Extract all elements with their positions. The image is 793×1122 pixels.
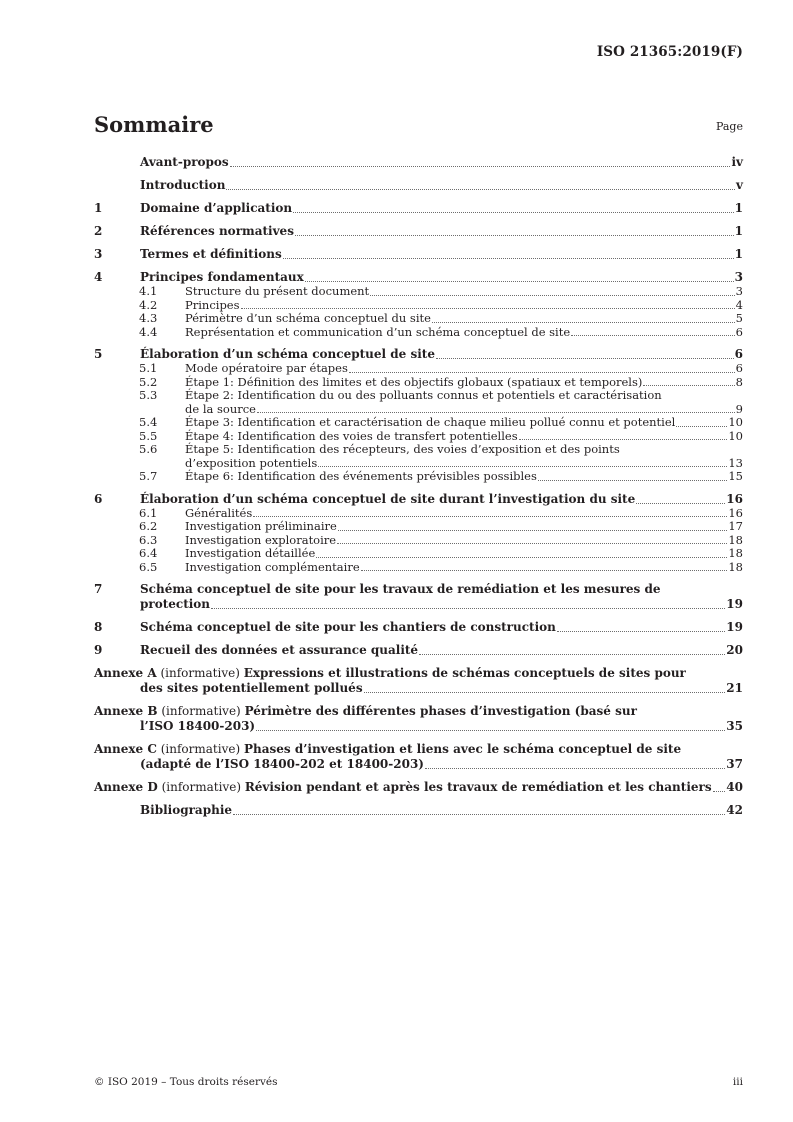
toc-entry-label: Bibliographie	[140, 803, 233, 817]
toc-entry-label: Investigation détaillée	[185, 546, 316, 560]
toc-entry[interactable]	[94, 470, 743, 484]
toc-entry-number: 6.2	[139, 519, 158, 533]
toc-entry[interactable]	[94, 520, 743, 534]
toc-entry-label-continued: protection	[140, 597, 211, 611]
annex-title: Phases d’investigation et liens avec le schéma conceptuel de site	[243, 742, 682, 756]
toc-entry-label: Termes et définitions	[140, 247, 282, 261]
toc-entry-label: Investigation exploratoire	[185, 532, 337, 547]
toc-entry-number: 4.3	[139, 311, 158, 325]
toc-entry-number: 7	[94, 582, 103, 596]
toc-entry-page: 10	[728, 415, 743, 429]
page-column-label: Page	[715, 120, 743, 133]
toc-entry-label	[94, 780, 712, 795]
toc-spacer	[94, 216, 743, 224]
annex-title: Expressions et illustrations de schémas conceptuels de sites pour	[243, 666, 686, 680]
toc-entry-label: Domaine d’application	[140, 201, 293, 215]
toc-leader-dots	[432, 322, 735, 323]
toc-entry-page: 6	[735, 361, 743, 375]
toc-leader-dots	[283, 258, 734, 259]
toc-entry-page: 8	[735, 374, 743, 389]
toc-entry[interactable]	[94, 643, 743, 658]
toc-entry-number: 9	[94, 643, 103, 657]
toc-entry-page: 4	[735, 297, 743, 312]
toc-entry-number: 4.2	[139, 297, 158, 312]
toc-entry-label	[94, 742, 681, 757]
toc-entry-number: 4.1	[139, 284, 158, 298]
toc-entry-label: Périmètre d’un schéma conceptuel du site	[185, 311, 431, 325]
document-id: ISO 21365:2019(F)	[596, 44, 743, 60]
toc-entry-number: 5.6	[139, 442, 158, 456]
toc-entry-label: Élaboration d’un schéma conceptuel de site durant l’investigation du site	[140, 491, 636, 506]
toc-leader-dots	[361, 570, 728, 571]
toc-entry-number: 5.7	[139, 469, 158, 483]
annex-note: (informative)	[156, 666, 244, 680]
toc-entry[interactable]	[94, 430, 743, 444]
toc-entry[interactable]	[94, 620, 743, 635]
toc-entry-label-continued: des sites potentiellement pollués	[140, 681, 363, 695]
toc-entry[interactable]	[94, 247, 743, 262]
toc-leader-dots	[256, 730, 725, 731]
toc-spacer	[94, 635, 743, 643]
toc-entry[interactable]	[94, 347, 743, 362]
toc-spacer	[94, 262, 743, 270]
toc-leader-dots	[519, 439, 728, 440]
footer-copyright: © ISO 2019 – Tous droits réservés	[94, 1076, 278, 1088]
toc-entry-label: Représentation et communication d’un schéma conceptuel de site	[185, 324, 571, 339]
toc-leader-dots	[257, 412, 735, 413]
toc-entry-label: Références normatives	[140, 224, 294, 238]
toc-leader-dots	[676, 426, 727, 427]
toc-leader-dots	[305, 281, 734, 282]
toc-leader-dots	[253, 516, 727, 517]
toc-entry-label: Introduction	[140, 178, 226, 192]
toc-entry[interactable]	[94, 416, 743, 430]
toc-entry-continuation[interactable]	[94, 757, 743, 772]
toc-entry[interactable]	[94, 299, 743, 313]
toc-entry-page: 16	[726, 491, 743, 506]
toc-entry-page: 1	[734, 201, 743, 215]
toc-spacer	[94, 734, 743, 742]
toc-leader-dots	[636, 503, 725, 504]
toc-leader-dots	[318, 466, 727, 467]
toc-spacer	[94, 484, 743, 492]
toc-entry[interactable]	[94, 155, 743, 170]
toc-leader-dots	[316, 557, 727, 558]
toc-entry-page: 9	[735, 401, 743, 416]
toc-entry-label	[94, 666, 686, 681]
toc-entry-label: Investigation complémentaire	[185, 559, 360, 574]
toc-entry-page: 18	[728, 546, 743, 560]
toc-entry-page: 18	[728, 532, 743, 547]
annex-number: Annexe B	[94, 704, 158, 718]
toc-entry-page: 35	[726, 719, 743, 733]
toc-entry[interactable]	[94, 224, 743, 239]
toc-leader-dots	[571, 335, 735, 336]
toc-entry-label: Mode opératoire par étapes	[185, 361, 348, 375]
toc-leader-dots	[293, 212, 734, 213]
toc-entry-continuation[interactable]	[94, 681, 743, 696]
toc-entry-label: Étape 2: Identification du ou des polluants connus et potentiels et caractérisation	[185, 388, 662, 402]
toc-entry-number: 8	[94, 620, 103, 634]
toc-entry[interactable]	[94, 582, 743, 597]
toc-entry-continuation[interactable]	[94, 457, 743, 471]
toc-entry[interactable]	[94, 666, 743, 681]
toc-entry-number: 6.3	[139, 532, 158, 547]
toc-entry-label-continued: de la source	[185, 401, 256, 416]
annex-number: Annexe C	[94, 742, 157, 756]
toc-entry[interactable]	[94, 362, 743, 376]
toc-entry-page: 18	[728, 559, 743, 574]
toc-entry-label: Schéma conceptuel de site pour les travaux de remédiation et les mesures de	[140, 582, 661, 596]
toc-entry-number: 2	[94, 224, 103, 238]
toc-entry-label-continued: l’ISO 18400-203)	[140, 719, 256, 733]
toc-spacer	[94, 339, 743, 347]
toc-entry-label-continued: d’exposition potentiels	[185, 455, 318, 470]
toc-entry[interactable]	[94, 201, 743, 216]
toc-entry[interactable]	[94, 534, 743, 548]
toc-entry-number: 4	[94, 270, 103, 284]
toc-entry[interactable]	[94, 704, 743, 719]
toc-entry-page: 10	[728, 428, 743, 443]
toc-entry-page: 42	[726, 803, 743, 817]
toc-entry[interactable]	[94, 803, 743, 818]
toc-leader-dots	[436, 358, 734, 359]
toc-entry[interactable]	[94, 780, 743, 795]
toc-entry-label: Principes	[185, 297, 240, 312]
toc-leader-dots	[364, 692, 726, 693]
toc-entry-page: 16	[728, 505, 743, 520]
toc-spacer	[94, 612, 743, 620]
toc-entry[interactable]	[94, 507, 743, 521]
toc-leader-dots	[425, 768, 725, 769]
toc-leader-dots	[538, 480, 727, 481]
toc-entry-page: 1	[734, 247, 743, 261]
toc-spacer	[94, 658, 743, 666]
toc-entry-page: 6	[734, 347, 743, 361]
toc-entry[interactable]	[94, 492, 743, 507]
toc-entry-label	[94, 704, 637, 719]
toc-spacer	[94, 574, 743, 582]
toc-entry[interactable]	[94, 389, 743, 403]
toc-entry-label: Avant-propos	[140, 155, 229, 169]
toc-entry-number: 5.1	[139, 361, 158, 375]
toc-leader-dots	[643, 385, 734, 386]
toc-leader-dots	[713, 791, 726, 792]
toc-entry-number: 5	[94, 347, 103, 361]
toc-entry-label-continued: (adapté de l’ISO 18400-202 et 18400-203)	[140, 757, 424, 771]
toc-spacer	[94, 795, 743, 803]
toc-leader-dots	[557, 631, 725, 632]
toc-entry[interactable]	[94, 376, 743, 390]
toc-entry-number: 6	[94, 491, 103, 506]
toc-entry-number: 5.5	[139, 428, 158, 443]
toc-entry-page: 13	[728, 455, 743, 470]
toc-entry-page: 3	[734, 270, 743, 284]
toc-entry-label: Étape 5: Identification des récepteurs, des voies d’exposition et des points	[185, 442, 620, 456]
toc-entry-number: 5.2	[139, 374, 158, 389]
toc-entry-page: 15	[728, 469, 743, 483]
toc-entry[interactable]	[94, 547, 743, 561]
toc-spacer	[94, 772, 743, 780]
toc-entry-label: Recueil des données et assurance qualité	[140, 643, 419, 657]
toc-entry-label: Généralités	[185, 505, 253, 520]
toc-spacer	[94, 170, 743, 178]
toc-entry-number: 5.4	[139, 415, 158, 429]
toc-leader-dots	[349, 372, 735, 373]
toc-entry-page: v	[736, 178, 743, 192]
toc-entry-label: Schéma conceptuel de site pour les chantiers de construction	[140, 620, 556, 634]
toc-spacer	[94, 696, 743, 704]
toc-entry-number: 4.4	[139, 324, 158, 339]
toc-entry[interactable]	[94, 443, 743, 457]
toc-entry[interactable]	[94, 312, 743, 326]
toc-entry-page: 21	[726, 681, 743, 695]
toc-entry-number: 6.5	[139, 559, 158, 574]
annex-note: (informative)	[157, 780, 245, 794]
toc-leader-dots	[337, 543, 727, 544]
toc-entry-continuation[interactable]	[94, 403, 743, 417]
toc-entry-page: 1	[734, 224, 743, 238]
toc-entry-label: Étape 4: Identification des voies de transfert potentielles	[185, 428, 518, 443]
annex-note: (informative)	[156, 742, 244, 756]
toc-entry-page: 17	[728, 519, 743, 533]
toc-entry-label: Principes fondamentaux	[140, 270, 304, 284]
toc-spacer	[94, 239, 743, 247]
toc-entry-page: 3	[735, 284, 743, 298]
toc-entry-label: Étape 6: Identification des événements prévisibles possibles	[185, 469, 537, 483]
toc-leader-dots	[211, 608, 725, 609]
toc-entry[interactable]	[94, 285, 743, 299]
toc-entry-page: 6	[735, 324, 743, 339]
toc-leader-dots	[233, 814, 725, 815]
toc-entry-label: Étape 3: Identification et caractérisation de chaque milieu pollué connu et potentiel	[185, 415, 676, 429]
table-of-contents	[94, 155, 743, 818]
toc-entry-number: 6.1	[139, 505, 158, 520]
toc-entry[interactable]	[94, 326, 743, 340]
toc-leader-dots	[370, 295, 734, 296]
toc-entry-label: Structure du présent document	[185, 284, 370, 298]
toc-leader-dots	[338, 530, 728, 531]
toc-entry-number: 6.4	[139, 546, 158, 560]
toc-entry[interactable]	[94, 742, 743, 757]
toc-entry[interactable]	[94, 178, 743, 193]
toc-entry-label: Étape 1: Définition des limites et des objectifs globaux (spatiaux et temporels)	[185, 374, 643, 389]
toc-leader-dots	[419, 654, 725, 655]
toc-entry-label: Investigation préliminaire	[185, 519, 337, 533]
toc-entry-page: 37	[726, 757, 743, 771]
annex-title: Révision pendant et après les travaux de remédiation et les chantiers	[244, 780, 712, 794]
annex-number: Annexe D	[94, 780, 158, 794]
toc-leader-dots	[295, 235, 734, 236]
toc-leader-dots	[241, 308, 735, 309]
toc-entry-continuation[interactable]	[94, 597, 743, 612]
annex-title: Périmètre des différentes phases d’investigation (basé sur	[244, 704, 637, 718]
toc-entry[interactable]	[94, 270, 743, 285]
annex-number: Annexe A	[94, 666, 157, 680]
page-title: Sommaire	[94, 112, 214, 137]
toc-entry-page: 40	[726, 780, 743, 794]
annex-note: (informative)	[157, 704, 245, 718]
toc-entry-continuation[interactable]	[94, 719, 743, 734]
toc-entry-page: iv	[731, 155, 743, 169]
toc-entry-number: 3	[94, 247, 103, 261]
footer-page-number: iii	[732, 1076, 743, 1088]
toc-entry-label: Élaboration d’un schéma conceptuel de site	[140, 347, 435, 361]
toc-entry[interactable]	[94, 561, 743, 575]
toc-spacer	[94, 193, 743, 201]
toc-leader-dots	[230, 166, 731, 167]
toc-entry-number: 5.3	[139, 388, 158, 402]
toc-entry-page: 5	[735, 311, 743, 325]
toc-leader-dots	[226, 189, 735, 190]
toc-entry-number: 1	[94, 201, 103, 215]
toc-entry-page: 19	[726, 597, 743, 611]
toc-entry-page: 20	[726, 643, 743, 657]
toc-entry-page: 19	[726, 620, 743, 634]
